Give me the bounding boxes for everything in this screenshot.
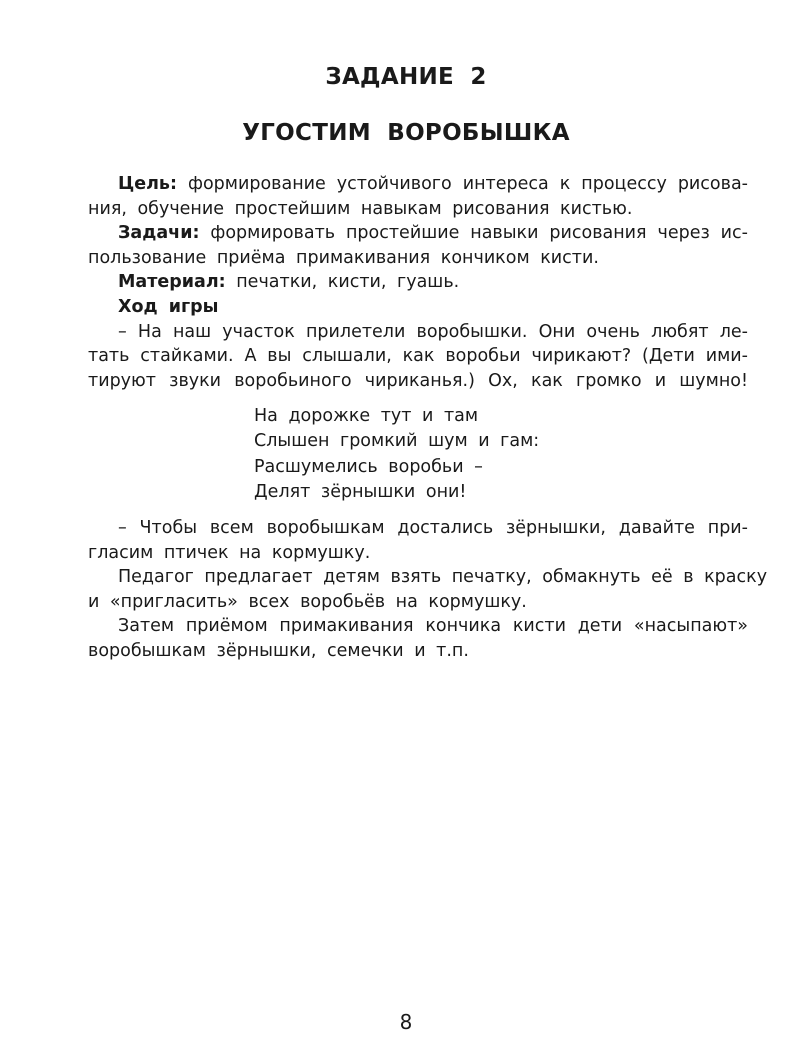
goal-label: Цель: xyxy=(118,174,177,194)
para2-line-2: и «пригласить» всех воробьёв на кормушку. xyxy=(88,591,527,612)
intro-line-1: – На наш участок прилетели воробышки. Они очень любят ле- xyxy=(118,321,748,342)
task-description xyxy=(88,172,748,393)
intro-line-2: тать стайками. А вы слышали, как воробьи чирикают? (Дети ими- xyxy=(88,346,748,367)
goal-line-2: ния, обучение простейшим навыкам рисования кистью. xyxy=(88,198,633,219)
poem-line-2: Слышен громкий шум и гам: xyxy=(254,431,540,452)
tasks-line-2: пользование приёма примакивания кончиком кисти. xyxy=(88,247,599,268)
poem-line-1: На дорожке тут и там xyxy=(254,406,479,426)
tasks-label: Задачи: xyxy=(118,223,200,244)
para3-line-1: Затем приёмом примакивания кончика кисти дети «насыпают» xyxy=(118,616,748,637)
goal-text-1: формирование устойчивого интереса к процессу рисова- xyxy=(188,174,748,194)
tasks-text-1: формировать простейшие навыки рисования через ис- xyxy=(210,223,748,244)
poem xyxy=(254,404,539,506)
para1-line-1: – Чтобы всем воробышкам достались зёрнышки, давайте при- xyxy=(118,518,748,538)
para3-line-2: воробышкам зёрнышки, семечки и т.п. xyxy=(88,640,469,661)
page-number: 8 xyxy=(399,1010,413,1034)
para2-line-1: Педагог предлагает детям взять печатку, обмакнуть её в краску xyxy=(118,567,768,588)
tasks-line-1 xyxy=(88,221,748,246)
task-title: УГОСТИМ ВОРОБЫШКА xyxy=(242,120,570,146)
task-heading: ЗАДАНИЕ 2 xyxy=(325,64,487,90)
task-continuation xyxy=(88,516,768,664)
material-text: печатки, кисти, гуашь. xyxy=(236,272,460,293)
intro-line-3: тируют звуки воробьиного чириканья.) Ох, как громко и шумно! xyxy=(88,370,748,391)
goal-line-1 xyxy=(88,172,748,197)
game-heading: Ход игры xyxy=(118,296,219,317)
material-line xyxy=(88,270,748,295)
poem-line-3: Расшумелись воробьи – xyxy=(254,456,483,477)
poem-line-4: Делят зёрнышки они! xyxy=(254,482,467,503)
material-label: Материал: xyxy=(118,272,226,293)
para1-line-2: гласим птичек на кормушку. xyxy=(88,542,371,563)
